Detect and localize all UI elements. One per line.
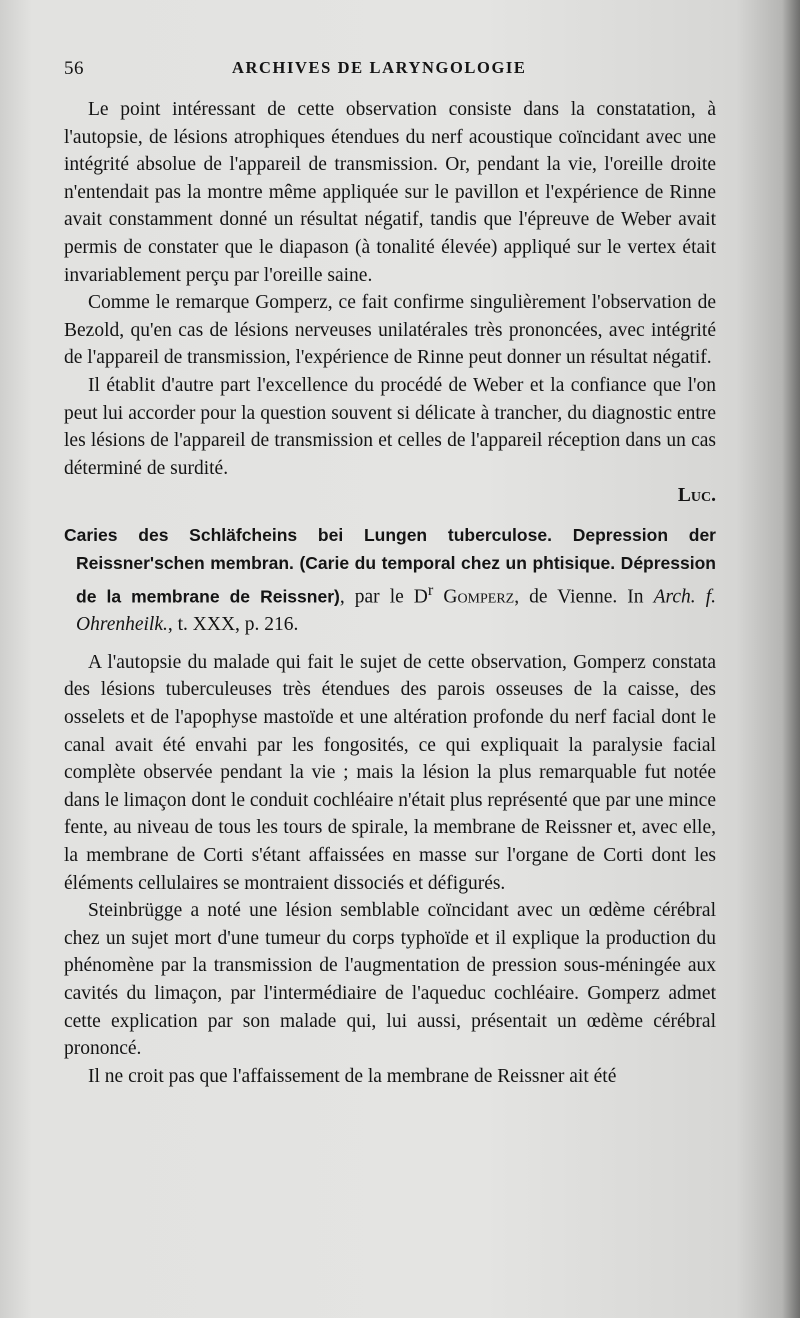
running-head: ARCHIVES DE LARYNGOLOGIE [232, 58, 527, 77]
paragraph-4: A l'autopsie du malade qui fait le sujet de cette observation, Gomperz constata des lésions tuberculeuses très étendues des parois osseuses de la caisse, des osselets et de l'apophyse mastoïde et une altération profonde du nerf facial dont le canal avait été envahi par les fongosités, ce qui expliquait la paralysie facial complète observée pendant la vie ; mais la lésion la plus remarquable fut notée dans le limaçon dont le conduit cochléaire n'était plus représenté que par une mince fente, au niveau de tous les tours de spirale, la membrane de Reissner et, avec elle, la membrane de Corti s'étant affaissées en masse sur l'organe de Corti dont les éléments cellulaires se montraient dissociés et défigurés. [64, 651, 716, 894]
paragraph-5: Steinbrügge a noté une lésion semblable coïncidant avec un œdème cérébral chez un sujet mort d'une tumeur du corps typhoïde et il explique la production du phénomène par la transmission de l'augmentation de pression sous-méningée aux cavités du limaçon, par l'intermédiaire de l'aqueduc cochléaire. Gomperz admet cette explication par son malade qui, lui aussi, présentait un œdème cérébral prononcé. [64, 900, 716, 1060]
page-header [64, 58, 724, 86]
reference-place: , de Vienne. In [514, 586, 654, 608]
paragraph-2: Comme le remarque Gomperz, ce fait confirme singulièrement l'observation de Bezold, qu'en cas de lésions nerveuses unilatérales très prononcées, avec intégrité de l'appareil de transmission, l'expérience de Rinne peut donner un résultat négatif. [64, 292, 716, 369]
reference-volume: , t. XXX, p. 216. [167, 614, 299, 636]
page-number: 56 [64, 58, 84, 79]
body-text [64, 96, 716, 1090]
paragraph-1: Le point intéressant de cette observation consiste dans la constatation, à l'autopsie, de lésions atrophiques étendues du nerf acoustique coïncidant avec une intégrité absolue de l'appareil de transmission. Or, pendant la vie, l'oreille droite n'entendait pas la montre même appliquée sur le pavillon et l'expérience de Rinne avait constamment donné un résultat négatif, tandis que l'épreuve de Weber avait permis de constater que le diapason (à tonalité élevée) appliqué sur le vertex était invariablement perçu par l'oreille saine. [64, 99, 716, 286]
reference-author: Gomperz [443, 586, 515, 608]
article-reference [64, 522, 716, 639]
paragraph-3: Il établit d'autre part l'excellence du procédé de Weber et la confiance que l'on peut lui accorder pour la question souvent si délicate à trancher, du diagnostic entre les lésions de l'appareil de transmission et celles de l'appareil réception dans un cas déterminé de surdité. [64, 374, 716, 479]
reference-journal: Arch. f. Ohrenheilk. [76, 586, 716, 636]
reference-by: , par le D [339, 586, 428, 608]
reference-by-sup: r [427, 581, 434, 600]
paragraph-6: Il ne croit pas que l'affaissement de la membrane de Reissner ait été [88, 1065, 617, 1087]
reference-title: Caries des Schläfcheins bei Lungen tuberculose. Depression der Reissner'schen membran. (Carie du temporal chez un phtisique. Dépression de la membrane de Reissner) [64, 524, 716, 607]
page-edge-shadow [782, 0, 800, 1318]
author-signature: Luc. [677, 485, 716, 507]
